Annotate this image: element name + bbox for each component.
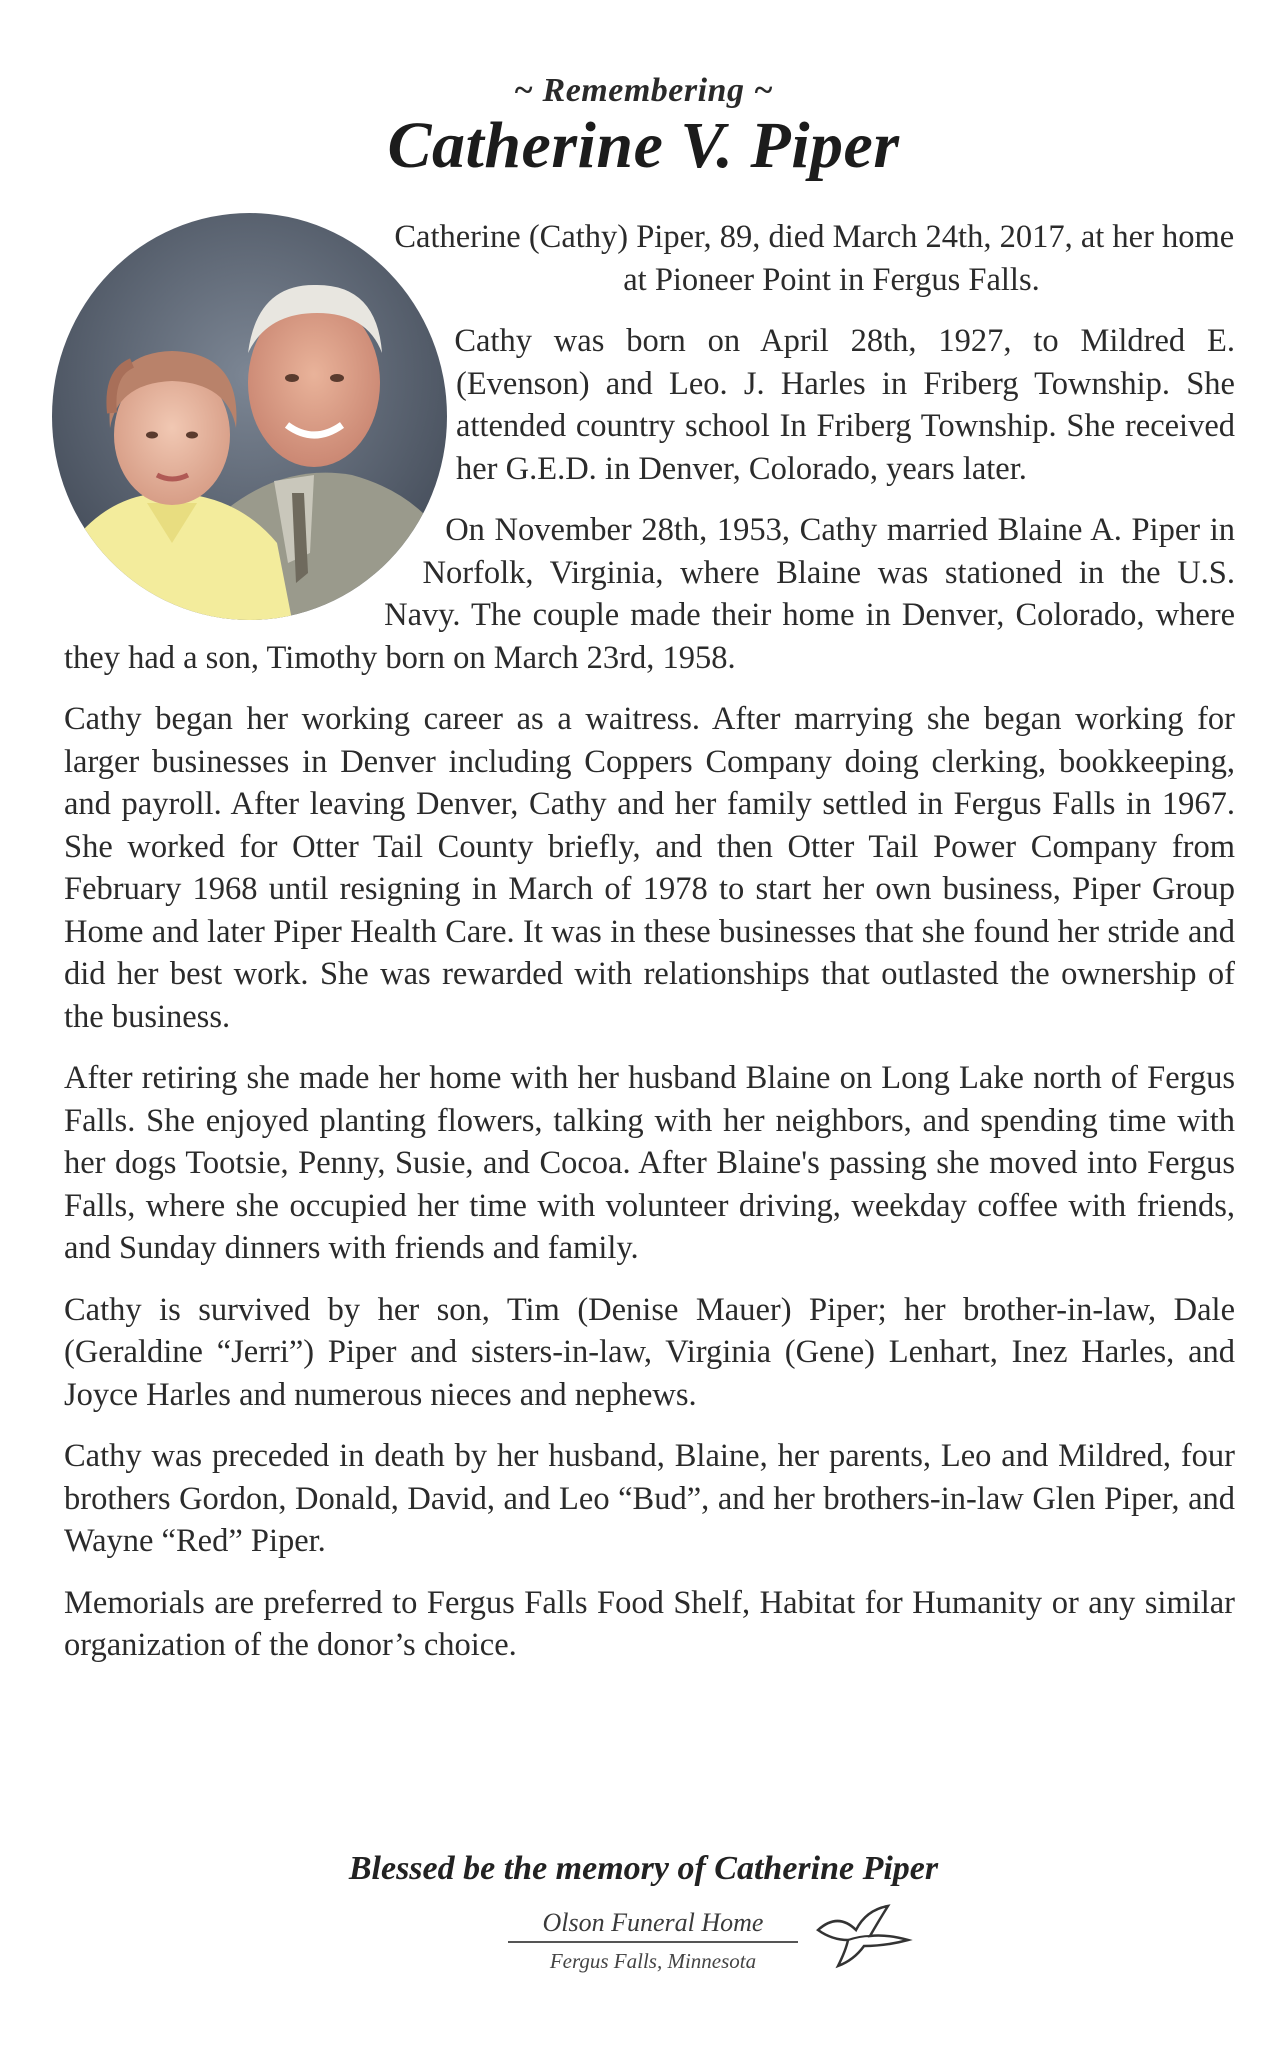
- page-title: Catherine V. Piper: [387, 109, 900, 182]
- obituary-body: [64, 216, 1235, 1686]
- paragraph-preceded: Cathy was preceded in death by her husband, Blaine, her parents, Leo and Mildred, four brothers Gordon, Donald, David, and Leo “Bud”, and her brothers-in-law Glen Piper, and Wayne “Red” Piper.: [64, 1438, 1235, 1559]
- paragraph-memorials: Memorials are preferred to Fergus Falls Food Shelf, Habitat for Humanity or any similar organization of the donor’s choice.: [64, 1584, 1235, 1663]
- paragraph-career: Cathy began her working career as a waitress. After marrying she began working for larger businesses in Denver including Coppers Company doing clerking, bookkeeping, and payroll. After leaving Denver, Cathy and her family settled in Fergus Falls in 1967. She worked for Otter Tail County briefly, and then Otter Tail Power Company from February 1968 until resigning in March of 1978 to start her own business, Piper Group Home and later Piper Health Care. It was in these businesses that she found her stride and did her best work. She was rewarded with relationships that outlasted the ownership of the business.: [64, 701, 1235, 1035]
- bird-icon: [808, 1900, 918, 1970]
- paragraph-survivors: Cathy is survived by her son, Tim (Denise Mauer) Piper; her brother-in-law, Dale (Geraldine “Jerri”) Piper and sisters-in-law, Virginia (Gene) Lenhart, Inez Harles, and Joyce Harles and numerous nieces and nephews.: [64, 1291, 1235, 1413]
- paragraph-birth: Cathy was born on April 28th, 1927, to Mildred E. (Evenson) and Leo. J. Harles in Friberg Township. She attended country school In Friberg Township. She received her G.E.D. in Denver, Colorado, years later.: [454, 323, 1235, 487]
- closing-line: Blessed be the memory of Catherine Piper: [348, 1850, 939, 1887]
- paragraph-death-notice: Catherine (Cathy) Piper, 89, died March 24th, 2017, at her home at Pioneer Point in Fergus Falls.: [394, 219, 1235, 298]
- photo-wrap-spacer: [64, 216, 456, 628]
- remembering-heading: ~ Remembering ~: [513, 72, 774, 109]
- funeral-home-name: Olson Funeral Home: [508, 1908, 798, 1943]
- funeral-home-logo: [508, 1908, 798, 1974]
- funeral-home-location: Fergus Falls, Minnesota: [549, 1949, 757, 1973]
- paragraph-retirement: After retiring she made her home with her husband Blaine on Long Lake north of Fergus Falls. She enjoyed planting flowers, talking with her neighbors, and spending time with her dogs Tootsie, Penny, Susie, and Cocoa. After Blaine's passing she moved into Fergus Falls, where she occupied her time with volunteer driving, weekday coffee with friends, and Sunday dinners with friends and family.: [64, 1060, 1235, 1266]
- paragraph-marriage: On November 28th, 1953, Cathy married Blaine A. Piper in Norfolk, Virginia, where Blaine was stationed in the U.S. Navy. The couple made their home in Denver, Colorado, where they had a son, Timothy born on March 23rd, 1958.: [64, 512, 1235, 676]
